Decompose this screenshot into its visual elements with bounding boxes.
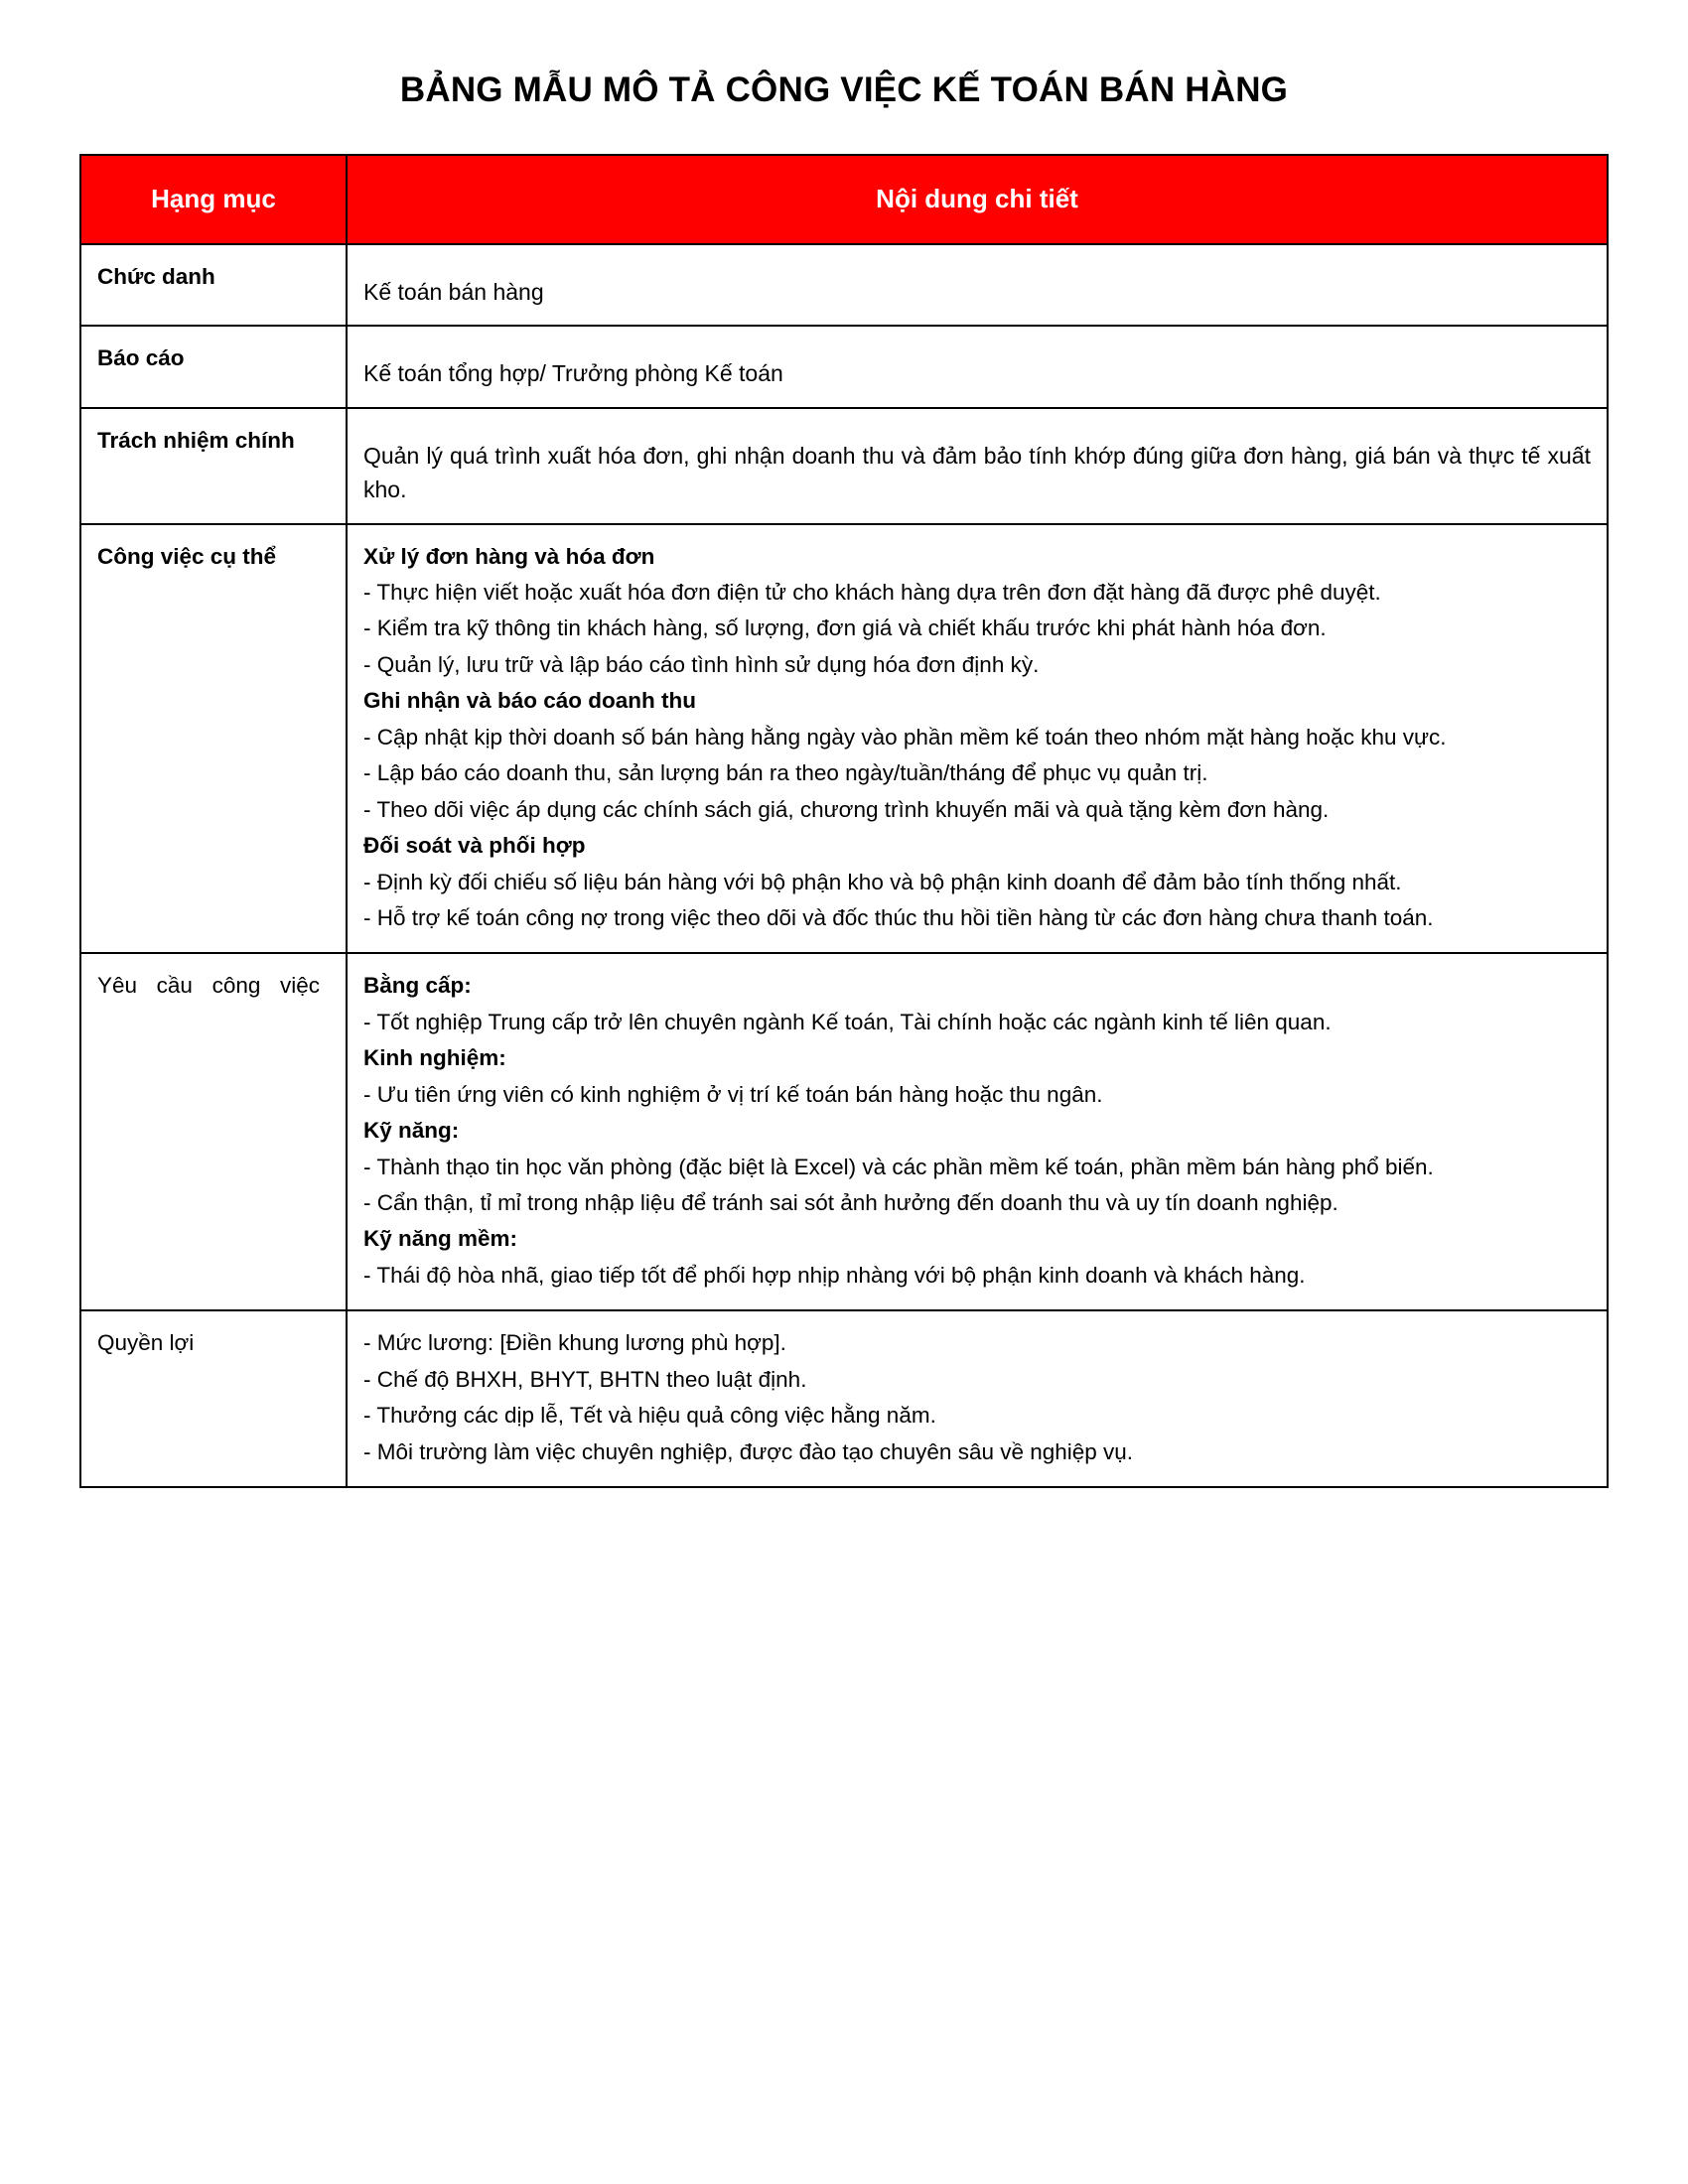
row-content — [347, 244, 1608, 327]
content-line: Quản lý quá trình xuất hóa đơn, ghi nhận doanh thu và đảm bảo tính khớp đúng giữa đơn hàng, giá bán và thực tế xuất kho. — [363, 442, 1591, 503]
row-item-label: Báo cáo — [80, 326, 347, 408]
column-header-content: Nội dung chi tiết — [347, 155, 1608, 244]
table-row — [80, 1310, 1608, 1487]
content-subheading: Kinh nghiệm: — [363, 1045, 506, 1071]
content-line: - Hỗ trợ kế toán công nợ trong việc theo dõi và đốc thúc thu hồi tiền hàng từ các đơn hàng chưa thanh toán. — [363, 904, 1434, 930]
job-description-table-wrap — [79, 154, 1609, 1489]
content-line: Kế toán bán hàng — [363, 278, 544, 305]
content-line: - Môi trường làm việc chuyên nghiệp, được đào tạo chuyên sâu về nghiệp vụ. — [363, 1438, 1134, 1464]
content-line: - Ưu tiên ứng viên có kinh nghiệm ở vị trí kế toán bán hàng hoặc thu ngân. — [363, 1081, 1103, 1107]
table-row — [80, 408, 1608, 524]
content-line: - Thưởng các dịp lễ, Tết và hiệu quả công việc hằng năm. — [363, 1403, 936, 1429]
content-subheading: Kỹ năng mềm: — [363, 1226, 518, 1252]
row-content — [347, 1310, 1608, 1487]
table-row — [80, 244, 1608, 327]
content-line: - Thành thạo tin học văn phòng (đặc biệt là Excel) và các phần mềm kế toán, phần mềm bán hàng phổ biến. — [363, 1154, 1434, 1179]
content-subheading: Xử lý đơn hàng và hóa đơn — [363, 543, 655, 569]
row-content — [347, 326, 1608, 408]
content-line: - Cập nhật kịp thời doanh số bán hàng hằng ngày vào phần mềm kế toán theo nhóm mặt hàng hoặc khu vực. — [363, 724, 1447, 750]
content-line: - Lập báo cáo doanh thu, sản lượng bán ra theo ngày/tuần/tháng để phục vụ quản trị. — [363, 760, 1208, 786]
content-line: - Chế độ BHXH, BHYT, BHTN theo luật định. — [363, 1366, 807, 1392]
row-item-label: Công việc cụ thể — [80, 524, 347, 954]
table-header-row — [80, 155, 1608, 244]
row-content — [347, 953, 1608, 1310]
row-item-label: Chức danh — [80, 244, 347, 327]
content-subheading: Bằng cấp: — [363, 973, 472, 999]
row-item-label: Quyền lợi — [80, 1310, 347, 1487]
content-line: - Định kỳ đối chiếu số liệu bán hàng với bộ phận kho và bộ phận kinh doanh để đảm bảo tính thống nhất. — [363, 869, 1402, 894]
column-header-item: Hạng mục — [80, 155, 347, 244]
row-item-label: Yêu cầu công việc — [80, 953, 347, 1310]
content-subheading: Đối soát và phối hợp — [363, 833, 586, 859]
content-line: - Kiểm tra kỹ thông tin khách hàng, số lượng, đơn giá và chiết khấu trước khi phát hành hóa đơn. — [363, 615, 1327, 641]
content-line: - Thực hiện viết hoặc xuất hóa đơn điện tử cho khách hàng dựa trên đơn đặt hàng đã được phê duyệt. — [363, 580, 1381, 606]
table-header — [80, 155, 1608, 244]
job-description-table — [79, 154, 1609, 1489]
content-line: - Cẩn thận, tỉ mỉ trong nhập liệu để tránh sai sót ảnh hưởng đến doanh thu và uy tín doanh nghiệp. — [363, 1190, 1338, 1216]
row-content — [347, 524, 1608, 954]
page-title: BẢNG MẪU MÔ TẢ CÔNG VIỆC KẾ TOÁN BÁN HÀNG — [399, 70, 1289, 109]
table-row — [80, 953, 1608, 1310]
content-line: - Mức lương: [Điền khung lương phù hợp]. — [363, 1330, 786, 1356]
content-line: Kế toán tổng hợp/ Trưởng phòng Kế toán — [363, 360, 783, 387]
table-body — [80, 244, 1608, 1488]
content-line: - Tốt nghiệp Trung cấp trở lên chuyên ngành Kế toán, Tài chính hoặc các ngành kinh tế liên quan. — [363, 1009, 1332, 1034]
content-subheading: Kỹ năng: — [363, 1118, 460, 1144]
content-line: - Theo dõi việc áp dụng các chính sách giá, chương trình khuyến mãi và quà tặng kèm đơn hàng. — [363, 796, 1330, 822]
content-subheading: Ghi nhận và báo cáo doanh thu — [363, 688, 697, 714]
table-row — [80, 326, 1608, 408]
content-line: - Thái độ hòa nhã, giao tiếp tốt để phối hợp nhịp nhàng với bộ phận kinh doanh và khách hàng. — [363, 1262, 1306, 1288]
table-row — [80, 524, 1608, 954]
row-item-label: Trách nhiệm chính — [80, 408, 347, 524]
content-line: - Quản lý, lưu trữ và lập báo cáo tình hình sử dụng hóa đơn định kỳ. — [363, 651, 1040, 677]
row-content — [347, 408, 1608, 524]
